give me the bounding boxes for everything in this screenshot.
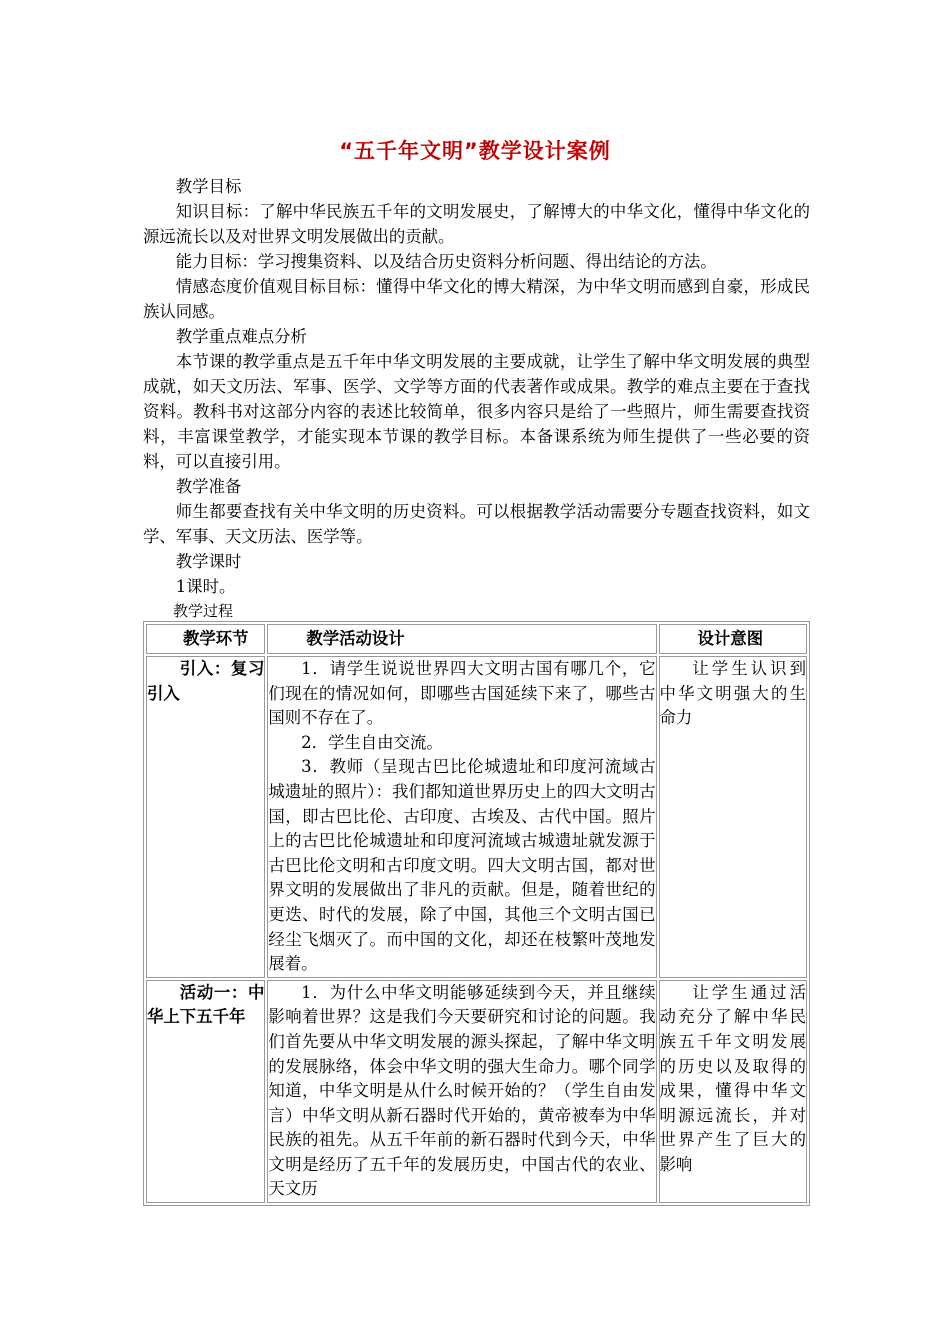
key-points-text: 本节课的教学重点是五千年中华文明发展的主要成就，让学生了解中华文明发展的典型成就，如天文历法、军事、医学、文学等方面的代表著作或成果。教学的难点主要在于查找资料。教科书对这部分内容的表述比较简单，很多内容只是给了一些照片，师生需要查找资料，丰富课堂教学，才能实现本节课的教学目标。本备课系统为师生提供了一些必要的资料，可以直接引用。 xyxy=(143,352,810,471)
intent-cell xyxy=(659,656,807,978)
activity-item: 1．请学生说说世界四大文明古国有哪几个，它们现在的情况如何，即哪些古国延续下来了，哪些古国则不存在了。 xyxy=(268,659,656,728)
intent-text: 让学生认识到中华文明强大的生命力 xyxy=(659,659,806,728)
preparation-heading: 教学准备 xyxy=(175,477,242,496)
stage-cell xyxy=(146,980,265,1203)
intent-text: 让学生通过活动充分了解中华民族五千年文明发展的历史以及取得的成果，懂得中华文明源远流长，并对世界产生了巨大的影响 xyxy=(659,982,806,1174)
knowledge-objective: 知识目标：了解中华民族五千年的文明发展史，了解博大的中华文化，懂得中华文化的源远流长以及对世界文明发展做出的贡献。 xyxy=(143,202,810,246)
table-row xyxy=(146,656,807,978)
header-intent: 设计意图 xyxy=(659,624,807,654)
hours-text: 1课时。 xyxy=(175,577,236,596)
hours-heading: 教学课时 xyxy=(175,552,242,571)
stage-label: 活动一：中华上下五千年 xyxy=(147,982,265,1027)
preparation-text: 师生都要查找有关中华文明的历史资料。可以根据教学活动需要分专题查找资料，如文学、军事、天文历法、医学等。 xyxy=(143,502,810,546)
header-stage: 教学环节 xyxy=(146,624,265,654)
process-heading: 教学过程 xyxy=(173,602,234,620)
objectives-heading: 教学目标 xyxy=(175,177,242,196)
stage-cell xyxy=(146,656,265,978)
activity-item: 1．为什么中华文明能够延续到今天，并且继续影响着世界？这是我们今天要研究和讨论的问题。我们首先要从中华文明发展的源头探起，了解中华文明的发展脉络，体会中华文明的强大生命力。哪个同学知道，中华文明是从什么时候开始的？（学生自由发言）中华文明从新石器时代开始的，黄帝被奉为中华民族的祖先。从五千年前的新石器时代到今天，中华文明是经历了五千年的发展历史，中国古代的农业、天文历 xyxy=(268,982,656,1199)
document-title: “五千年文明”教学设计案例 xyxy=(339,139,611,163)
table-header-row xyxy=(146,624,807,654)
table-row xyxy=(146,980,807,1203)
teaching-process-table xyxy=(143,621,810,1206)
activity-item: 2．学生自由交流。 xyxy=(301,732,443,752)
activity-cell xyxy=(267,980,656,1203)
intent-cell xyxy=(659,980,807,1203)
header-activity: 教学活动设计 xyxy=(267,624,656,654)
document-body xyxy=(143,174,810,624)
emotion-objective: 情感态度价值观目标目标：懂得中华文化的博大精深，为中华文明而感到自豪，形成民族认同感。 xyxy=(143,277,810,321)
activity-cell xyxy=(267,656,656,978)
stage-label: 引入：复习引入 xyxy=(147,659,265,703)
ability-objective: 能力目标：学习搜集资料、以及结合历史资料分析问题、得出结论的方法。 xyxy=(175,252,717,271)
key-points-heading: 教学重点难点分析 xyxy=(175,327,307,346)
activity-item: 3．教师（呈现古巴比伦城遗址和印度河流域古城遗址的照片）：我们都知道世界历史上的四大文明古国，即古巴比伦、古印度、古埃及、古代中国。照片上的古巴比伦城遗址和印度河流域古城遗址就发源于古巴比伦文明和古印度文明。四大文明古国，都对世界文明的发展做出了非凡的贡献。但是，随着世纪的更迭、时代的发展，除了中国，其他三个文明古国已经尘飞烟灭了。而中国的文化，却还在枝繁叶茂地发展着。 xyxy=(268,757,656,974)
